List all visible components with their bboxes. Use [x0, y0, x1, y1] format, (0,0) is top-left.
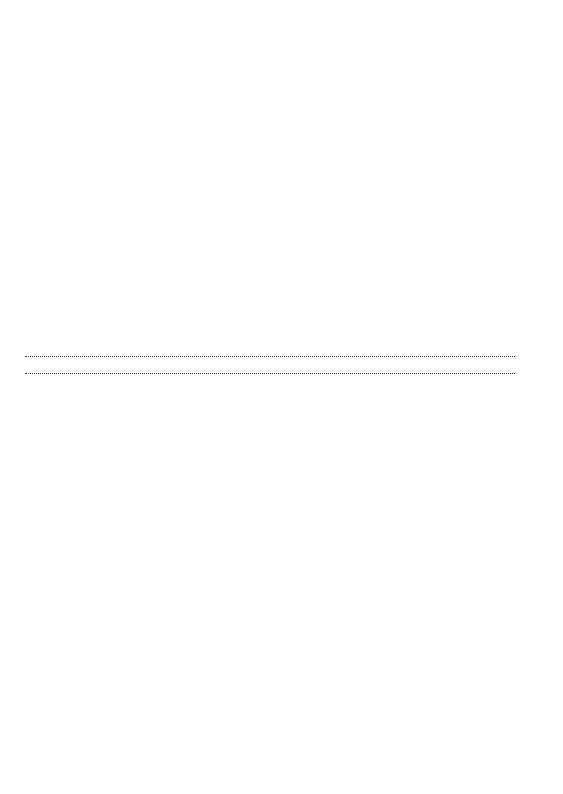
toc-part-two-list — [22, 358, 544, 388]
part-heading — [0, 274, 563, 287]
leader-dots — [25, 356, 515, 357]
summary-heading-entry[interactable] — [22, 375, 544, 388]
leader-dots — [25, 373, 515, 374]
diary-heading-entry[interactable] — [22, 358, 544, 371]
